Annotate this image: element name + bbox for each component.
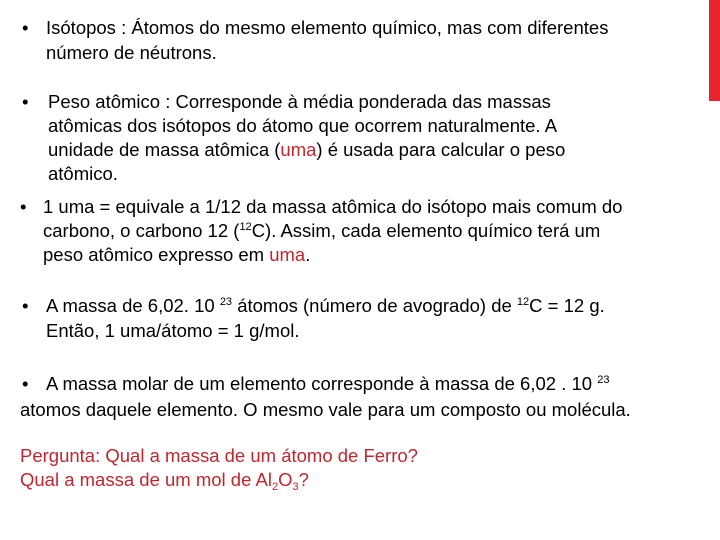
superscript-23: 23 [597, 374, 610, 386]
uma-line-2-text: carbono, o carbono 12 ( [43, 220, 240, 241]
peso-line-3-text: unidade de massa atômica ( [48, 139, 281, 160]
peso-line-4: atômico. [48, 163, 118, 184]
bullet-dot: • [22, 91, 29, 112]
question-line-2-o: O [278, 469, 293, 490]
bullet-dot: • [22, 17, 29, 38]
avogadro-line-2: Então, 1 uma/átomo = 1 g/mol. [46, 320, 300, 341]
superscript-12: 12 [516, 296, 530, 308]
avogadro-line-1-mid: átomos (número de avogrado) de [232, 295, 517, 316]
avogadro-line-1-end: C = 12 g. [529, 295, 605, 316]
uma-highlight: uma [269, 244, 306, 265]
peso-line-3 [48, 135, 565, 165]
molar-line-1-text: A massa molar de um elemento corresponde à massa de 6,02 . 10 [46, 373, 598, 394]
uma-line-3 [43, 240, 310, 270]
accent-bar [709, 0, 720, 101]
subscript-3: 3 [292, 481, 299, 493]
bullet-dot: • [22, 373, 29, 394]
bullet-dot: • [20, 196, 27, 217]
question-line-1: Pergunta: Qual a massa de um átomo de Ferro? [20, 445, 418, 466]
question-line-2 [20, 465, 309, 495]
bullet-dot: • [22, 295, 29, 316]
avogadro-line-1-text: A massa de 6,02. 10 [46, 295, 220, 316]
peso-line-3-rest: ) é usada para calcular o peso [316, 139, 566, 160]
uma-line-3-period: . [305, 244, 311, 265]
isotopos-line-1: Isótopos : Átomos do mesmo elemento químico, mas com diferentes [46, 17, 609, 38]
isotopos-line-2: número de néutrons. [46, 42, 217, 63]
superscript-23: 23 [219, 296, 233, 308]
question-line-2-text: Qual a massa de um mol de Al [20, 469, 272, 490]
question-mark: ? [298, 469, 309, 490]
peso-line-1: Peso atômico : Corresponde à média ponderada das massas [48, 91, 551, 112]
peso-line-2: atômicas dos isótopos do átomo que ocorrem naturalmente. A [48, 115, 558, 136]
uma-line-3-text: peso atômico expresso em [43, 244, 270, 265]
uma-line-2-rest: C). Assim, cada elemento químico terá um [251, 220, 601, 241]
uma-highlight: uma [280, 139, 317, 160]
subscript-2: 2 [271, 481, 279, 493]
molar-line-2: atomos daquele elemento. O mesmo vale para um composto ou molécula. [20, 399, 631, 420]
superscript-12: 12 [239, 221, 252, 233]
uma-line-1: 1 uma = equivale a 1/12 da massa atômica do isótopo mais comum do [43, 196, 623, 217]
